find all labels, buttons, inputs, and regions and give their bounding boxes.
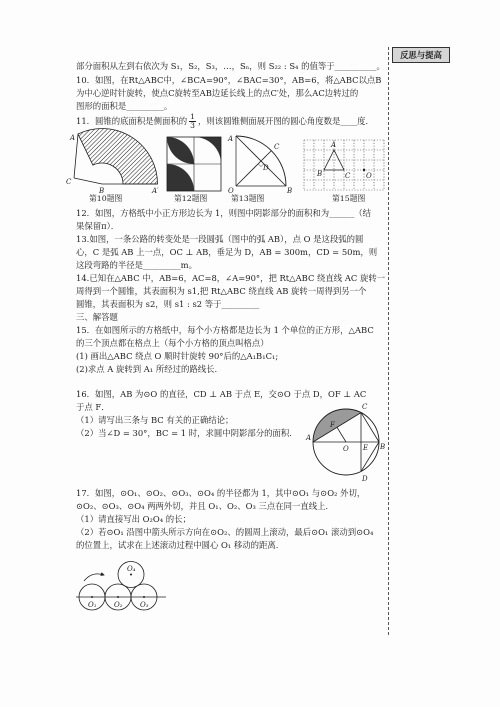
section-heading: 三、解答题 — [76, 312, 118, 322]
figure-17 — [74, 555, 190, 621]
fig15-label: C — [345, 172, 351, 180]
figure-15 — [300, 134, 386, 192]
fig17-label: O₂ — [114, 601, 123, 609]
q15-line: 15．在如图所示的方格纸中，每个小方格都是边长为 1 个单位的正方形，△ABC — [76, 325, 374, 335]
fig15-label: O — [366, 172, 372, 180]
fig16-shaded-segment — [313, 409, 361, 442]
fig15-label: A — [331, 141, 337, 149]
fig15-dotted-grid — [304, 140, 384, 190]
fig15-caption: 第15题图 — [332, 194, 366, 203]
q16-line: 16．如图，AB 为⊙O 的直径，CD ⊥ AB 于点 E，交⊙O 于点 D，OF ⊥ AC — [76, 389, 367, 399]
fig16-chord-bc — [361, 413, 379, 442]
fig15-label: B — [317, 170, 323, 178]
q17-line: 17．如图，⊙O₁、⊙O₂、⊙O₃、⊙O₄ 的半径都为 1，其中⊙O₁ 与⊙O₂ 外切， — [76, 488, 366, 498]
q11-text-after: ，则该圆锥侧面展开图的圆心角度数是____度． — [198, 116, 374, 126]
question-11 — [76, 112, 374, 131]
q12-line: 12．如图，方格纸中小正方形边长为 1，则图中阴影部分的面积和为______（结 — [76, 208, 372, 218]
fig17-label: O₄ — [127, 565, 136, 573]
q10-line: 为中心逆时针旋转，使点C旋转至AB边延长线上的点C′处，那么AC边转过的 — [76, 88, 359, 98]
fig17-center-dot — [117, 596, 119, 598]
fig16-label: B — [380, 443, 386, 451]
q17-line: 的位置上，试求在上述滚动过程中圆心 O₁ 移动的距离． — [76, 540, 285, 550]
fig13-label: B — [287, 187, 293, 195]
fig13-label: D — [263, 164, 269, 172]
fig16-label: D — [362, 475, 368, 483]
figure-16 — [306, 398, 386, 484]
q15-line: (2)求点 A 旋转到 A₁ 所经过的路线长. — [76, 364, 218, 374]
q10-line: 10．如图，在Rt△ABC中，∠BCA=90°，∠BAC=30°，AB=6，将△ABC以点B — [76, 75, 382, 85]
fig13-label: C — [274, 143, 280, 151]
fig13-label: O — [228, 187, 234, 195]
q16-line: （2）当∠D = 30°，BC = 1 时，求圆中阴影部分的面积． — [76, 428, 298, 438]
q15-line: 的三个顶点都在格点上（每个小方格的顶点叫格点） — [76, 338, 269, 348]
q14-line: 14.已知在△ABC 中，AB=6，AC=8，∠A=90°，把 Rt△ABC 绕直线 AC 旋转一 — [76, 273, 386, 283]
fig17-center-dot — [143, 596, 145, 598]
q12-line: 果保留π）． — [76, 221, 120, 231]
fig10-label: A′ — [152, 187, 159, 195]
q11-numerator: 1 — [190, 111, 195, 121]
fig17-label: O₃ — [140, 601, 149, 609]
q13-line: 13.如图，一条公路的转变处是一段圆弧（图中的弧 AB），点 O 是这段弧的圆 — [76, 234, 364, 244]
fig13-label: A — [228, 135, 234, 143]
fig16-label: A — [306, 434, 312, 442]
fig10-caption: 第10题图 — [89, 194, 123, 203]
fig10-hatched-region — [78, 129, 158, 184]
fig10-side-cb — [74, 178, 102, 184]
intro-line: 部分面积从左到右依次为 S₁，S₂，S₃，…，Sₙ，则 S₂₂ : S₄ 的值等于__________。 — [76, 61, 385, 71]
fig10-label: A — [70, 134, 76, 142]
fig16-label: C — [362, 403, 368, 411]
q17-line: （1）请直接写出 O₂O₄ 的长； — [76, 514, 191, 524]
fig17-center-dot — [91, 596, 93, 598]
q17-line: （2）若⊙O₁ 沿图中箭头所示方向在⊙O₂、的圆周上滚动，最后⊙O₁ 滚动到⊙O₄ — [76, 527, 374, 537]
q16-line: 于点 F． — [76, 402, 110, 412]
fig17-center-dot — [130, 574, 132, 576]
q11-fraction — [189, 113, 196, 131]
fig10-label: B — [99, 187, 105, 195]
figure-13 — [226, 132, 296, 194]
fig16-label: F — [330, 421, 335, 429]
fig16-segment-of — [337, 427, 346, 442]
fig12-shaded-lens — [167, 137, 194, 164]
q11-text-before: 11．圆锥的底面积是侧面积的 — [76, 116, 188, 126]
fig10-label: C — [66, 178, 72, 186]
q17-line: ⊙O₂、⊙O₃、⊙O₄ 两两外切，并且 O₁、O₂、O₃ 三点在同一直线上． — [76, 501, 334, 511]
q13-line: 心，C 是弧 AB 上一点，OC ⊥ AB，垂足为 D，AB = 300m，CD = 50m，则 — [76, 247, 378, 257]
q16-line: （1）请写出三条与 BC 有关的正确结论； — [76, 415, 234, 425]
sidebar-title: 反思与提高 — [392, 47, 450, 63]
q10-line: 图形的面积是_________。 — [76, 101, 173, 111]
fig12-caption: 第12题图 — [174, 194, 208, 203]
q14-line: 周得到一个圆锥，其表面积为 s1,把 Rt△ABC 绕直线 AB 旋转一周得到另一个 — [76, 286, 367, 296]
figure-12 — [166, 136, 222, 192]
figure-10 — [66, 132, 162, 194]
fig17-label: O₁ — [88, 601, 97, 609]
fig16-label: E — [363, 444, 369, 452]
q14-line: 圆锥，其表面积为 s2，则 s1 : s2 等于_________ — [76, 299, 260, 309]
fig13-caption: 第13题图 — [231, 194, 265, 203]
q13-line: 这段弯路的半径是_________m。 — [76, 260, 198, 270]
q11-denominator: 3 — [190, 121, 195, 130]
fig12-shaded-corner — [194, 137, 221, 164]
fig16-label: O — [343, 445, 349, 453]
q15-line: (1) 画出△ABC 绕点 O 顺时针旋转 90°后的△A₁B₁C₁; — [76, 351, 279, 361]
sidebar-divider — [388, 47, 389, 635]
fig15-point-o — [363, 169, 365, 171]
fig12-shaded-quarter-circle — [167, 164, 194, 191]
fig17-rolling-arrow — [84, 574, 104, 581]
